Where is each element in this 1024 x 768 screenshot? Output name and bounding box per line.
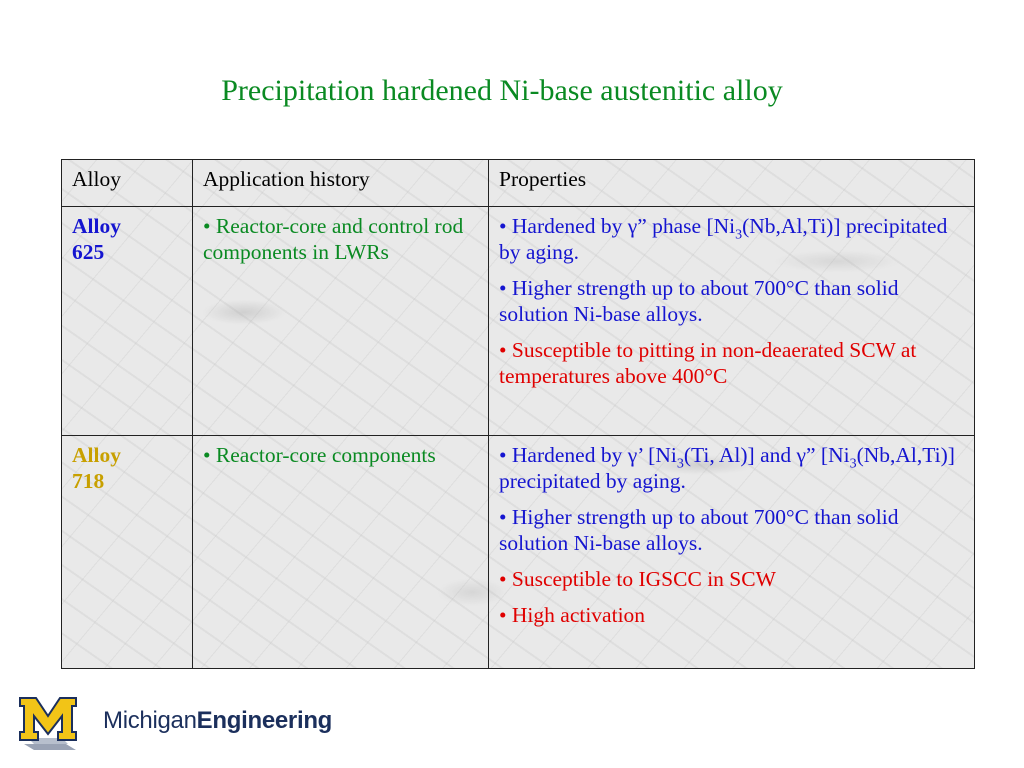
properties-cell <box>489 436 975 669</box>
alloy-name-line1: Alloy <box>72 214 121 238</box>
slide-title: Precipitation hardened Ni-base austenitic alloy <box>221 74 783 107</box>
table-header-row <box>62 160 975 207</box>
alloy-name-cell <box>62 207 193 436</box>
table-row-alloy-625 <box>62 207 975 436</box>
michigan-block-m-logo <box>14 692 92 765</box>
property-item: • Higher strength up to about 700°C than solid solution Ni-base alloys. <box>499 276 899 326</box>
brand-bold: Engineering <box>196 707 333 734</box>
property-item: • High activation <box>499 603 646 627</box>
header-application-history: Application history <box>193 160 489 207</box>
brand-regular: Michigan <box>103 707 197 734</box>
property-item: • Hardened by γ” phase $[Ni_3(Nb,Al,Ti)]$ precipitated by aging. <box>499 214 948 264</box>
property-item: • Hardened by γ’ [$Ni_3(Ti$, Al)] and γ” $[Ni_3(Nb,Al,Ti)]$ precipitated by aging. <box>499 443 955 493</box>
property-item: • Susceptible to IGSCC in SCW <box>499 567 776 591</box>
alloy-name-cell <box>62 436 193 669</box>
header-properties: Properties <box>489 160 975 207</box>
application-history-cell: • Reactor-core and control rod components in LWRs <box>193 207 489 436</box>
alloy-name-line1: Alloy <box>72 443 121 467</box>
header-alloy: Alloy <box>62 160 193 207</box>
alloy-name-line2: 718 <box>72 469 105 493</box>
application-history-cell: • Reactor-core components <box>193 436 489 669</box>
property-item: • Higher strength up to about 700°C than solid solution Ni-base alloys. <box>499 505 899 555</box>
properties-cell <box>489 207 975 436</box>
alloy-name-line2: 625 <box>72 240 105 264</box>
alloy-table <box>61 159 975 669</box>
michigan-engineering-wordmark <box>103 707 332 735</box>
table-row-alloy-718 <box>62 436 975 669</box>
property-item: • Susceptible to pitting in non-deaerated SCW at temperatures above 400°C <box>499 338 917 388</box>
